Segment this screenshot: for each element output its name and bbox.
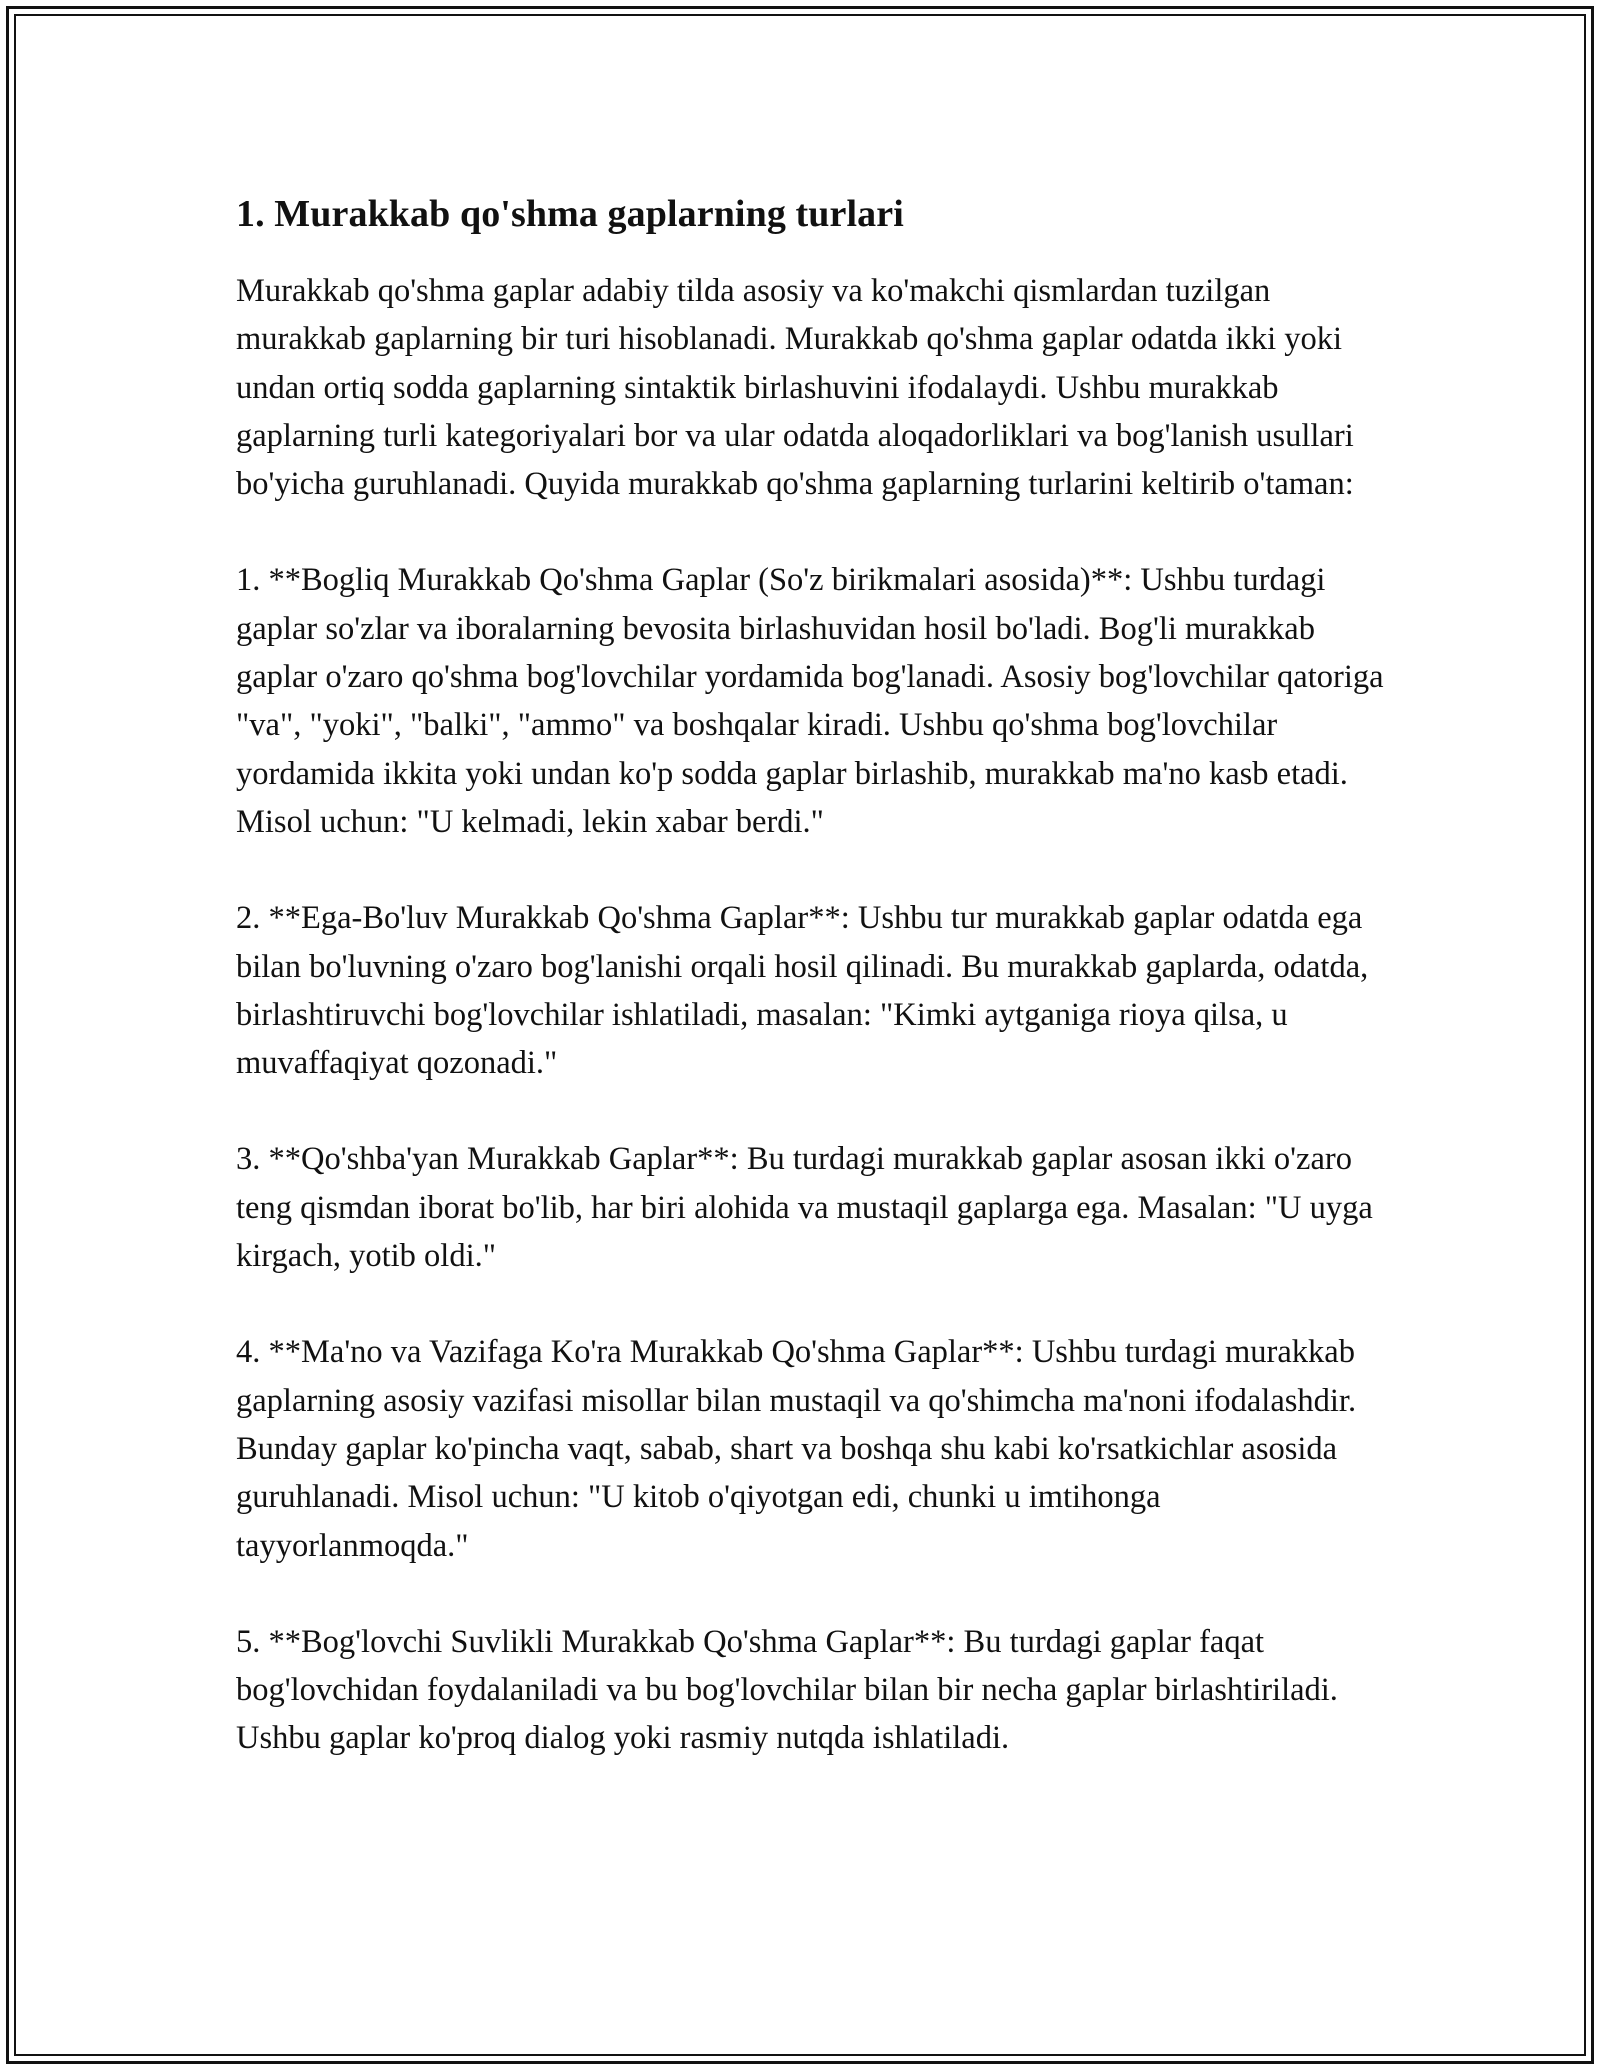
list-item-4: 4. **Ma'no va Vazifaga Ko'ra Murakkab Qo'shma Gaplar**: Ushbu turdagi murakkab gaplarning asosiy vazifasi misollar bilan mustaqil va qo'shimcha ma'noni ifodalashdir. Bunday gaplar ko'pincha vaqt, sabab, shart va boshqa shu kabi ko'rsatkichlar asosida guruhlanadi. Misol uchun: "U kitob o'qiyotgan edi, chunki u imtihonga tayyorlanmoqda." [236, 1334, 1357, 1564]
list-item-3: 3. **Qo'shba'yan Murakkab Gaplar**: Bu turdagi murakkab gaplar asosan ikki o'zaro teng qismdan iborat bo'lib, har biri alohida va mustaqil gaplarga ega. Masalan: "U uyga kirgach, yotib oldi." [236, 1141, 1373, 1275]
list-item-1: 1. **Bogliq Murakkab Qo'shma Gaplar (So'z birikmalari asosida)**: Ushbu turdagi gaplar so'zlar va iboralarning bevosita birlashuvidan hosil bo'ladi. Bog'li murakkab gaplar o'zaro qo'shma bog'lovchilar yordamida bog'lanadi. Asosiy bog'lovchilar qatoriga "va", "yoki", "balki", "ammo" va boshqalar kiradi. Ushbu qo'shma bog'lovchilar yordamida ikkita yoki undan ko'p sodda gaplar birlashib, murakkab ma'no kasb etadi. Misol uchun: "U kelmadi, lekin xabar berdi." [236, 562, 1384, 840]
document-body [236, 185, 1386, 1763]
list-item-5: 5. **Bog'lovchi Suvlikli Murakkab Qo'shma Gaplar**: Bu turdagi gaplar faqat bog'lovchidan foydalaniladi va bu bog'lovchilar bilan bir necha gaplar birlashtiriladi. Ushbu gaplar ko'proq dialog yoki rasmiy nutqda ishlatiladi. [236, 1623, 1338, 1757]
document-title: 1. Murakkab qo'shma gaplarning turlari [236, 193, 904, 235]
intro-paragraph: Murakkab qo'shma gaplar adabiy tilda asosiy va ko'makchi qismlardan tuzilgan murakkab gaplarning bir turi hisoblanadi. Murakkab qo'shma gaplar odatda ikki yoki undan ortiq sodda gaplarning sintaktik birlashuvini ifodalaydi. Ushbu murakkab gaplarning turli kategoriyalari bor va ular odatda aloqadorliklari va bog'lanish usullari bo'yicha guruhlanadi. Quyida murakkab qo'shma gaplarning turlarini keltirib o'taman: [236, 273, 1354, 503]
list-item-2: 2. **Ega-Bo'luv Murakkab Qo'shma Gaplar**: Ushbu tur murakkab gaplar odatda ega bilan bo'luvning o'zaro bog'lanishi orqali hosil qilinadi. Bu murakkab gaplarda, odatda, birlashtiruvchi bog'lovchilar ishlatiladi, masalan: "Kimki aytganiga rioya qilsa, u muvaffaqiyat qozonadi." [236, 900, 1369, 1082]
